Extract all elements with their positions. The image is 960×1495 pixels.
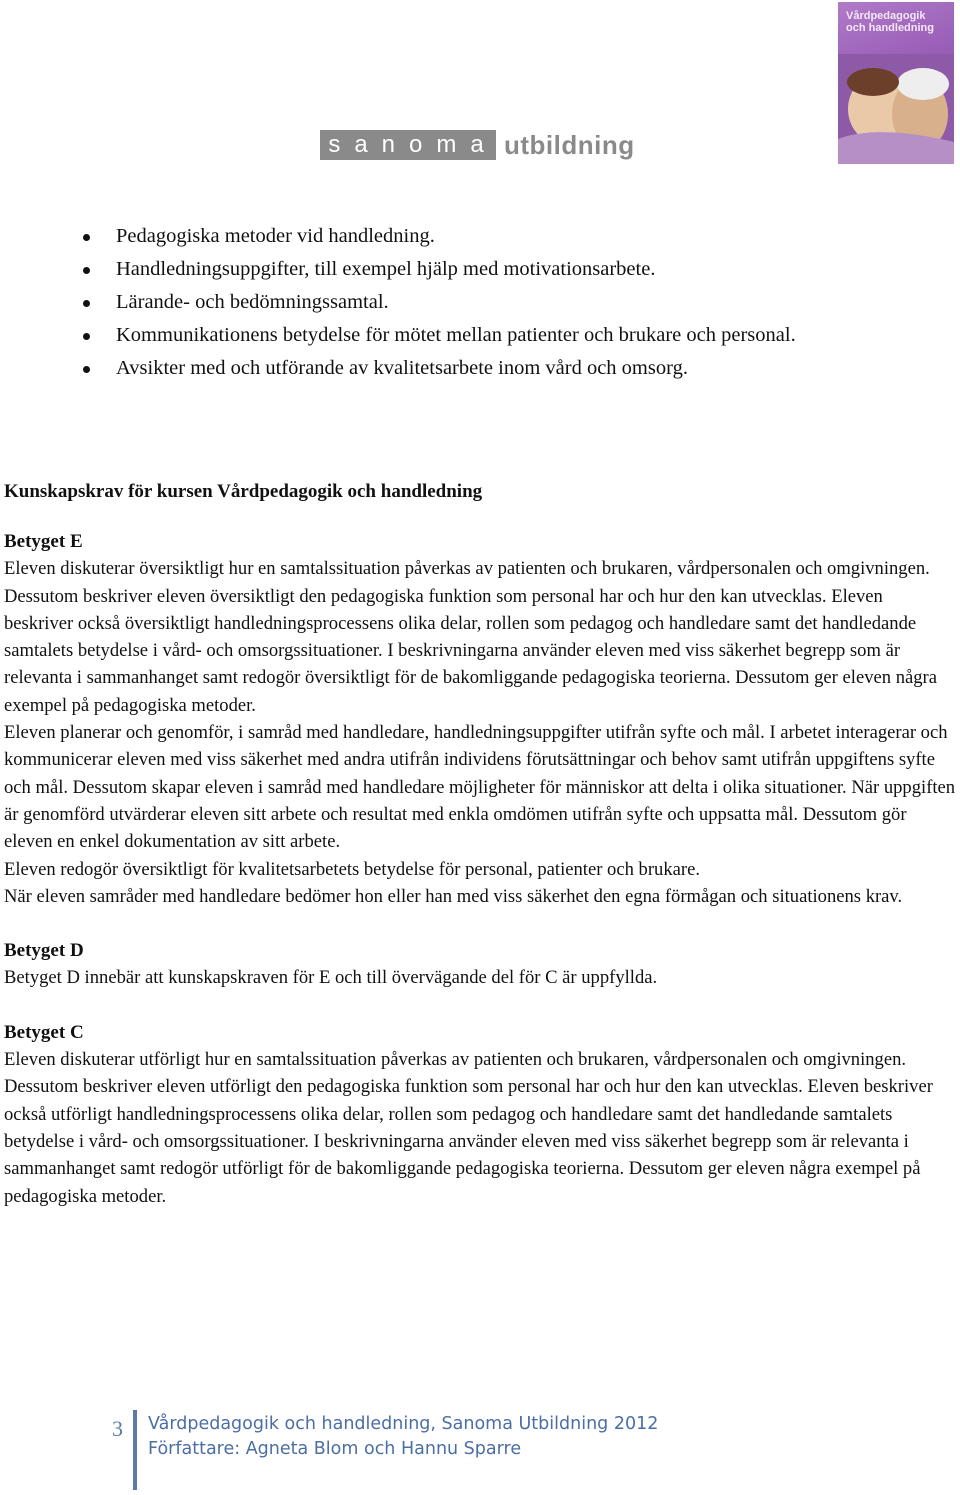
- grading-criteria: [4, 478, 956, 1237]
- sanoma-utbildning-logo: [320, 130, 635, 160]
- grade-e-title: Betyget E: [4, 531, 83, 552]
- bullet-icon: [83, 234, 90, 241]
- footer-publication-line: Vårdpedagogik och handledning, Sanoma Utbildning 2012: [148, 1414, 659, 1434]
- grade-c-paragraph: Eleven diskuterar utförligt hur en samtalssituation påverkas av patienten och brukaren, vårdpersonalen och omgivningen. Dessutom beskriver eleven utförligt den pedagogiska funktion som personal har och hur den kan utvecklas. Eleven beskriver också utförligt handledningsprocessens olika delar, rollen som pedagog och handledare samt det handledande samtalets betydelse i vård- och omsorgssituationer. I beskrivningarna använder eleven med viss säkerhet begrepp som är relevanta i sammanhanget samt redogör utförligt för de bakomliggande pedagogiska teorierna. Dessutom ger eleven några exempel på pedagogiska metoder.: [4, 1049, 933, 1207]
- footer-divider: [133, 1410, 137, 1490]
- list-item: Lärande- och bedömningssamtal.: [0, 286, 960, 319]
- section-heading: Kunskapskrav för kursen Vårdpedagogik och handledning: [4, 481, 483, 502]
- list-item: Kommunikationens betydelse för mötet mellan patienter och brukare och personal.: [0, 319, 960, 352]
- bullet-icon: [83, 267, 90, 274]
- list-item: Handledningsuppgifter, till exempel hjälp med motivationsarbete.: [0, 253, 960, 286]
- bullet-icon: [83, 333, 90, 340]
- grade-d-section: [4, 937, 956, 992]
- bullet-icon: [83, 300, 90, 307]
- grade-c-section: [4, 1019, 956, 1210]
- page-number: 3: [112, 1416, 123, 1441]
- grade-e-paragraph: Eleven diskuterar översiktligt hur en samtalssituation påverkas av patienten och brukaren, vårdpersonalen och omgivningen. Dessutom beskriver eleven översiktligt den pedagogiska funktion som personal har och hur den kan utvecklas. Eleven beskriver också översiktligt handledningsprocessens olika delar, rollen som pedagog och handledare samt det handledande samtalets betydelse i vård- och omsorgssituationer. I beskrivningarna använder eleven med viss säkerhet begrepp som är relevanta i sammanhanget samt redogör översiktligt för de bakomliggande pedagogiska teorierna. Dessutom ger eleven några exempel på pedagogiska metoder.: [4, 558, 937, 716]
- logo-utbildning: utbildning: [504, 129, 635, 160]
- footer-text: [148, 1412, 848, 1462]
- grade-e-paragraph: När eleven samråder med handledare bedömer hon eller han med viss säkerhet den egna förmågan och situationens krav.: [4, 885, 903, 907]
- grade-e-section: [4, 528, 956, 910]
- book-cover-image: [838, 2, 954, 164]
- grade-d-title: Betyget D: [4, 940, 84, 962]
- logo-sanoma: sanoma: [320, 130, 496, 160]
- grade-d-paragraph: Betyget D innebär att kunskapskraven för E och till övervägande del för C är uppfyllda.: [4, 967, 658, 989]
- grade-e-paragraph: Eleven planerar och genomför, i samråd med handledare, handledningsuppgifter utifrån syfte och mål. I arbetet interagerar och kommunicerar eleven med viss säkerhet med andra utifrån individens förutsättningar och behov samt utifrån uppgiftens syfte och mål. Dessutom skapar eleven i samråd med handledare möjligheter för människor att delta i olika situationer. När uppgiften är genomförd utvärderar eleven sitt arbete och resultat med enkla omdömen utifrån syfte och uppsatta mål. Dessutom gör eleven en enkel dokumentation av sitt arbete.: [4, 722, 956, 853]
- topic-list: [0, 220, 960, 385]
- list-item: Avsikter med och utförande av kvalitetsarbete inom vård och omsorg.: [0, 352, 960, 385]
- grade-e-paragraph: Eleven redogör översiktligt för kvalitetsarbetets betydelse för personal, patienter och brukare.: [4, 858, 700, 880]
- book-cover-photo: [838, 54, 954, 164]
- bullet-icon: [83, 366, 90, 373]
- footer-authors-line: Författare: Agneta Blom och Hannu Sparre: [148, 1439, 522, 1459]
- grade-c-title: Betyget C: [4, 1021, 84, 1043]
- book-cover-title: Vårdpedagogik och handledning: [846, 10, 934, 34]
- list-item: Pedagogiska metoder vid handledning.: [0, 220, 960, 253]
